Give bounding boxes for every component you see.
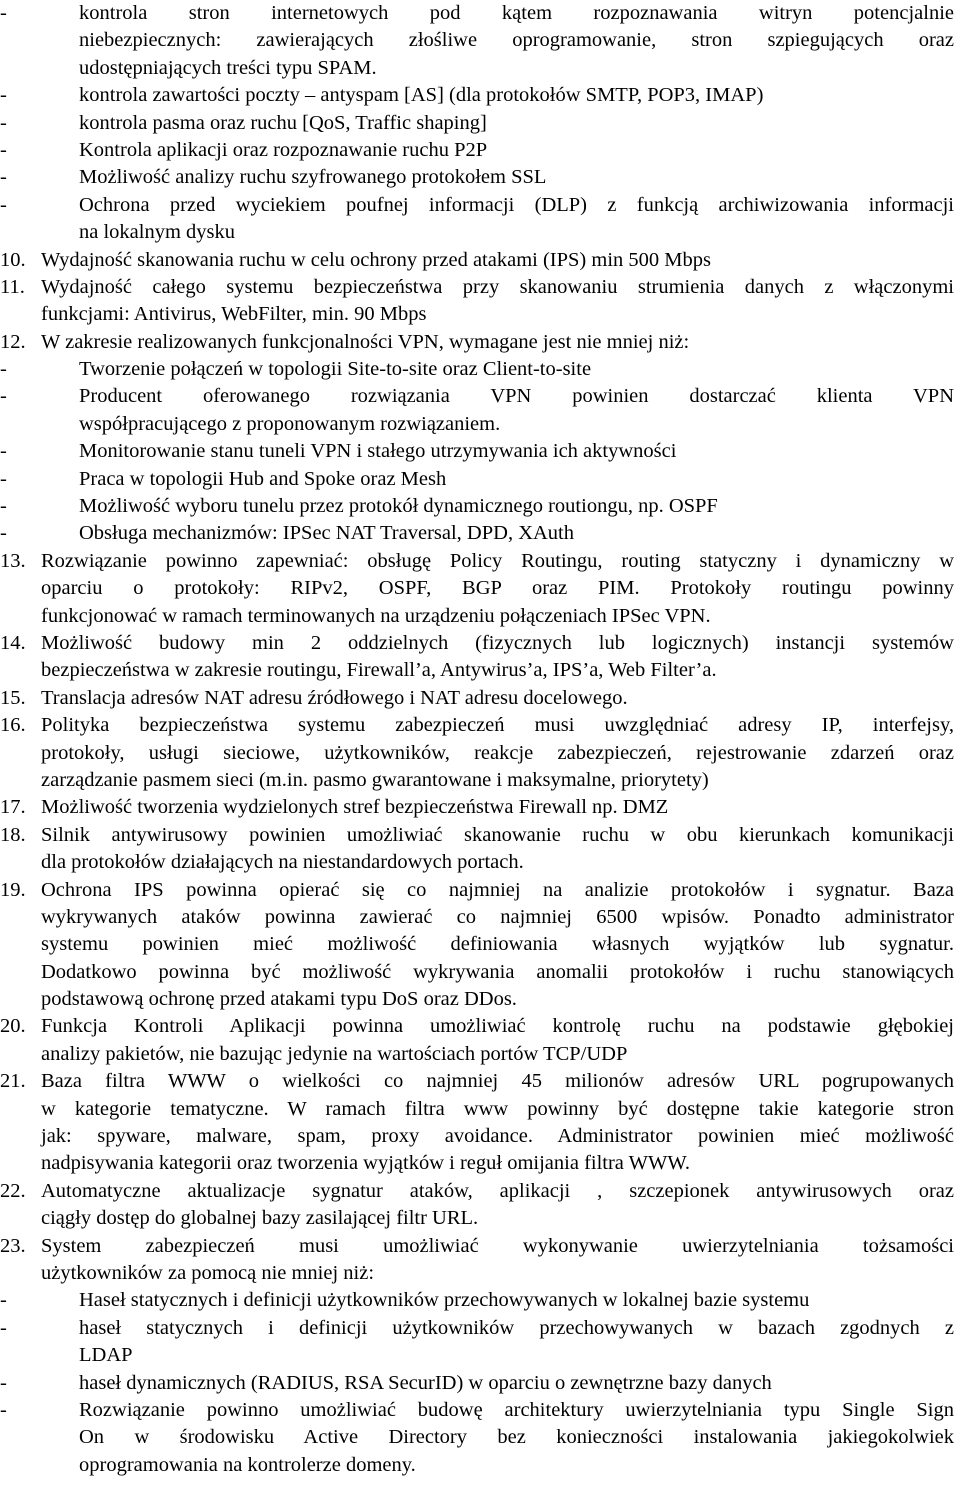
paragraph-text: Kontrola aplikacji oraz rozpoznawanie ruchu P2P bbox=[79, 138, 488, 161]
text-line bbox=[0, 1370, 960, 1397]
text-line bbox=[0, 767, 960, 794]
list-item-number: 23. bbox=[0, 1234, 26, 1257]
list-bullet-dash: - bbox=[0, 1289, 7, 1312]
text-line bbox=[0, 822, 960, 849]
paragraph-text: haseł statycznych i definicji użytkowników przechowywanych w bazach zgodnych z bbox=[79, 1316, 954, 1339]
paragraph-text: niebezpiecznych: zawierających złośliwe oprogramowanie, stron szpiegujących oraz bbox=[79, 29, 954, 52]
paragraph-text: dla protokołów działających na niestandardowych portach. bbox=[41, 851, 524, 874]
text-line bbox=[0, 520, 960, 547]
paragraph-text: W zakresie realizowanych funkcjonalności VPN, wymagane jest nie mniej niż: bbox=[41, 330, 690, 353]
paragraph-text: udostępniających treści typu SPAM. bbox=[79, 56, 377, 79]
list-bullet-dash: - bbox=[0, 1398, 7, 1421]
paragraph-text: Możliwość wyboru tunelu przez protokół dynamicznego routiongu, np. OSPF bbox=[79, 495, 718, 518]
paragraph-text: analizy pakietów, nie bazując jedynie na wartościach portów TCP/UDP bbox=[41, 1042, 628, 1065]
text-line bbox=[0, 466, 960, 493]
paragraph-text: w kategorie tematyczne. W ramach filtra www powinny być dostępne takie kategorie stron bbox=[41, 1097, 954, 1120]
paragraph-text: Ochrona przed wyciekiem poufnej informacji (DLP) z funkcją archiwizowania informacji bbox=[79, 193, 954, 216]
text-line bbox=[0, 849, 960, 876]
text-line bbox=[0, 575, 960, 602]
paragraph-text: współpracującego z proponowanym rozwiązaniem. bbox=[79, 412, 501, 435]
text-line bbox=[0, 110, 960, 137]
text-line bbox=[0, 0, 960, 27]
list-bullet-dash: - bbox=[0, 166, 7, 189]
text-line bbox=[0, 1315, 960, 1342]
paragraph-text: jak: spyware, malware, spam, proxy avoidance. Administrator powinien mieć możliwość bbox=[41, 1125, 954, 1148]
list-item-number: 11. bbox=[0, 275, 25, 298]
text-line bbox=[0, 1150, 960, 1177]
paragraph-text: Automatyczne aktualizacje sygnatur ataków, aplikacji , szczepionek antywirusowych oraz bbox=[41, 1179, 954, 1202]
paragraph-text: Wydajność całego systemu bezpieczeństwa przy skanowaniu strumienia danych z włączonymi bbox=[41, 275, 954, 298]
text-line bbox=[0, 630, 960, 657]
text-line bbox=[0, 931, 960, 958]
list-item-number: 18. bbox=[0, 823, 26, 846]
text-line bbox=[0, 1260, 960, 1287]
paragraph-text: Producent oferowanego rozwiązania VPN powinien dostarczać klienta VPN bbox=[79, 385, 954, 408]
paragraph-text: podstawową ochronę przed atakami typu DoS oraz DDos. bbox=[41, 988, 517, 1011]
text-line bbox=[0, 1096, 960, 1123]
text-line bbox=[0, 1178, 960, 1205]
text-line bbox=[0, 192, 960, 219]
paragraph-text: protokoły, usługi sieciowe, użytkowników, reakcje zabezpieczeń, rejestrowanie zdarzeń oraz bbox=[41, 741, 954, 764]
list-item-number: 15. bbox=[0, 686, 26, 709]
paragraph-text: Monitorowanie stanu tuneli VPN i stałego utrzymywania ich aktywności bbox=[79, 440, 677, 463]
list-bullet-dash: - bbox=[0, 193, 7, 216]
list-bullet-dash: - bbox=[0, 495, 7, 518]
text-line bbox=[0, 1233, 960, 1260]
list-bullet-dash: - bbox=[0, 385, 7, 408]
list-item-number: 14. bbox=[0, 631, 26, 654]
paragraph-text: na lokalnym dysku bbox=[79, 221, 236, 244]
paragraph-text: On w środowisku Active Directory bez konieczności instalowania jakiegokolwiek bbox=[79, 1426, 954, 1449]
text-line bbox=[0, 603, 960, 630]
text-line bbox=[0, 685, 960, 712]
paragraph-text: Obsługa mechanizmów: IPSec NAT Traversal, DPD, XAuth bbox=[79, 522, 574, 545]
text-line bbox=[0, 1452, 960, 1479]
paragraph-text: nadpisywania kategorii oraz tworzenia wyjątków i reguł omijania filtra WWW. bbox=[41, 1152, 690, 1175]
text-line bbox=[0, 904, 960, 931]
text-line bbox=[0, 247, 960, 274]
list-item-number: 16. bbox=[0, 714, 26, 737]
list-bullet-dash: - bbox=[0, 138, 7, 161]
text-line bbox=[0, 1397, 960, 1424]
text-line bbox=[0, 329, 960, 356]
paragraph-text: Możliwość tworzenia wydzielonych stref bezpieczeństwa Firewall np. DMZ bbox=[41, 796, 669, 819]
text-line bbox=[0, 740, 960, 767]
text-line bbox=[0, 712, 960, 739]
list-item-number: 22. bbox=[0, 1179, 26, 1202]
paragraph-text: funkcjonować w ramach terminowanych na urządzeniu połączeniach IPSec VPN. bbox=[41, 604, 711, 627]
text-line bbox=[0, 383, 960, 410]
text-line bbox=[0, 1342, 960, 1369]
paragraph-text: Możliwość analizy ruchu szyfrowanego protokołem SSL bbox=[79, 166, 547, 189]
paragraph-text: użytkowników za pomocą nie mniej niż: bbox=[41, 1261, 375, 1284]
paragraph-text: Ochrona IPS powinna opierać się co najmniej na analizie protokołów i sygnatur. Baza bbox=[41, 878, 954, 901]
list-item-number: 19. bbox=[0, 878, 26, 901]
paragraph-text: Baza filtra WWW o wielkości co najmniej 45 milionów adresów URL pogrupowanych bbox=[41, 1070, 954, 1093]
text-line bbox=[0, 1068, 960, 1095]
list-item-number: 12. bbox=[0, 330, 26, 353]
list-bullet-dash: - bbox=[0, 522, 7, 545]
list-bullet-dash: - bbox=[0, 84, 7, 107]
text-line bbox=[0, 356, 960, 383]
text-line bbox=[0, 877, 960, 904]
text-line bbox=[0, 1287, 960, 1314]
list-bullet-dash: - bbox=[0, 2, 7, 24]
text-line bbox=[0, 959, 960, 986]
paragraph-text: Translacja adresów NAT adresu źródłowego i NAT adresu docelowego. bbox=[41, 686, 628, 709]
text-line bbox=[0, 301, 960, 328]
paragraph-text: Funkcja Kontroli Aplikacji powinna umożliwiać kontrolę ruchu na podstawie głębokiej bbox=[41, 1015, 954, 1038]
list-bullet-dash: - bbox=[0, 1371, 7, 1394]
paragraph-text: Haseł statycznych i definicji użytkowników przechowywanych w lokalnej bazie systemu bbox=[79, 1289, 810, 1312]
text-line bbox=[0, 411, 960, 438]
list-bullet-dash: - bbox=[0, 358, 7, 381]
list-bullet-dash: - bbox=[0, 440, 7, 463]
text-line bbox=[0, 986, 960, 1013]
paragraph-text: System zabezpieczeń musi umożliwiać wykonywanie uwierzytelniania tożsamości bbox=[41, 1234, 954, 1257]
paragraph-text: Polityka bezpieczeństwa systemu zabezpieczeń musi uwzględniać adresy IP, interfejsy, bbox=[41, 714, 954, 737]
paragraph-text: oparciu o protokoły: RIPv2, OSPF, BGP oraz PIM. Protokoły routingu powinny bbox=[41, 577, 954, 600]
text-line bbox=[0, 164, 960, 191]
text-line bbox=[0, 219, 960, 246]
list-item-number: 21. bbox=[0, 1070, 26, 1093]
list-item-number: 17. bbox=[0, 796, 26, 819]
paragraph-text: LDAP bbox=[79, 1344, 133, 1367]
text-line bbox=[0, 1424, 960, 1451]
list-bullet-dash: - bbox=[0, 467, 7, 490]
text-line bbox=[0, 55, 960, 82]
paragraph-text: kontrola zawartości poczty – antyspam [AS] (dla protokołów SMTP, POP3, IMAP) bbox=[79, 84, 764, 107]
text-line bbox=[0, 1205, 960, 1232]
list-item-number: 13. bbox=[0, 549, 26, 572]
paragraph-text: kontrola stron internetowych pod kątem rozpoznawania witryn potencjalnie bbox=[79, 2, 954, 24]
paragraph-text: bezpieczeństwa w zakresie routingu, Firewall’a, Antywirus’a, IPS’a, Web Filter’a. bbox=[41, 659, 717, 682]
paragraph-text: Rozwiązanie powinno zapewniać: obsługę Policy Routingu, routing statyczny i dynamiczny w bbox=[41, 549, 954, 572]
text-line bbox=[0, 82, 960, 109]
paragraph-text: wykrywanych ataków powinna zawierać co najmniej 6500 wpisów. Ponadto administrator bbox=[41, 905, 954, 928]
text-line bbox=[0, 1041, 960, 1068]
paragraph-text: Tworzenie połączeń w topologii Site-to-site oraz Client-to-site bbox=[79, 358, 592, 381]
paragraph-text: Praca w topologii Hub and Spoke oraz Mesh bbox=[79, 467, 447, 490]
text-line bbox=[0, 274, 960, 301]
list-item-number: 10. bbox=[0, 248, 26, 271]
text-line bbox=[0, 657, 960, 684]
paragraph-text: oprogramowania na kontrolerze domeny. bbox=[79, 1453, 416, 1476]
paragraph-text: funkcjami: Antivirus, WebFilter, min. 90 Mbps bbox=[41, 303, 427, 326]
list-bullet-dash: - bbox=[0, 111, 7, 134]
text-line bbox=[0, 548, 960, 575]
text-line bbox=[0, 493, 960, 520]
paragraph-text: Silnik antywirusowy powinien umożliwiać skanowanie ruchu w obu kierunkach komunikacji bbox=[41, 823, 954, 846]
text-line bbox=[0, 137, 960, 164]
list-bullet-dash: - bbox=[0, 1316, 7, 1339]
text-line bbox=[0, 794, 960, 821]
paragraph-text: Możliwość budowy min 2 oddzielnych (fizycznych lub logicznych) instancji systemów bbox=[41, 631, 954, 654]
paragraph-text: ciągły dostęp do globalnej bazy zasilającej filtr URL. bbox=[41, 1207, 479, 1230]
text-line bbox=[0, 27, 960, 54]
list-item-number: 20. bbox=[0, 1015, 26, 1038]
paragraph-text: zarządzanie pasmem sieci (m.in. pasmo gwarantowane i maksymalne, priorytety) bbox=[41, 768, 709, 791]
paragraph-text: haseł dynamicznych (RADIUS, RSA SecurID) w oparciu o zewnętrzne bazy danych bbox=[79, 1371, 772, 1394]
paragraph-text: Wydajność skanowania ruchu w celu ochrony przed atakami (IPS) min 500 Mbps bbox=[41, 248, 711, 271]
text-line bbox=[0, 1013, 960, 1040]
paragraph-text: Dodatkowo powinna być możliwość wykrywania anomalii protokołów i ruchu stanowiących bbox=[41, 960, 954, 983]
paragraph-text: Rozwiązanie powinno umożliwiać budowę architektury uwierzytelniania typu Single Sign bbox=[79, 1398, 954, 1421]
text-line bbox=[0, 1123, 960, 1150]
paragraph-text: systemu powinien mieć możliwość definiowania własnych wyjątków lub sygnatur. bbox=[41, 933, 954, 956]
paragraph-text: kontrola pasma oraz ruchu [QoS, Traffic shaping] bbox=[79, 111, 487, 134]
text-line bbox=[0, 438, 960, 465]
